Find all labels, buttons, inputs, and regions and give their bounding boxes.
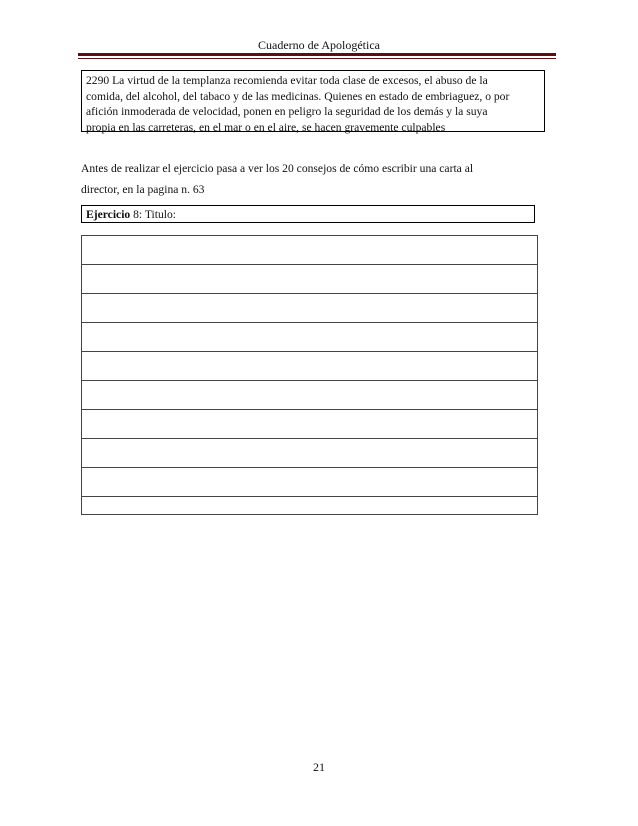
quote-line: propia en las carreteras, en el mar o en el aire, se hacen gravemente culpables: [86, 121, 446, 135]
writing-line[interactable]: [82, 497, 538, 515]
writing-line[interactable]: [82, 381, 538, 410]
instruction-line: Antes de realizar el ejercicio pasa a ver los 20 consejos de cómo escribir una carta al: [81, 162, 474, 175]
writing-line[interactable]: [82, 236, 538, 265]
writing-line[interactable]: [82, 468, 538, 497]
writing-line[interactable]: [82, 439, 538, 468]
quote-line: comida, del alcohol, del tabaco y de las medicinas. Quienes en estado de embriaguez, o por: [86, 89, 510, 103]
catechism-quote-box: [81, 70, 545, 135]
writing-line[interactable]: [82, 323, 538, 352]
writing-lines-table: [81, 235, 538, 515]
writing-line[interactable]: [82, 294, 538, 323]
writing-line[interactable]: [82, 352, 538, 381]
exercise-title-field[interactable]: [81, 205, 535, 223]
exercise-label: Ejercicio: [86, 208, 131, 221]
exercise-instructions: [81, 158, 551, 200]
header-divider: [78, 53, 556, 59]
quote-line: 2290 La virtud de la templanza recomienda evitar toda clase de excesos, el abuso de la: [86, 74, 488, 87]
writing-line[interactable]: [82, 410, 538, 439]
header-title: Cuaderno de Apologética: [258, 38, 380, 52]
page-number: 21: [313, 760, 325, 774]
exercise-number-title: 8: Titulo:: [130, 208, 176, 221]
writing-line[interactable]: [82, 265, 538, 294]
quote-line: afición inmoderada de velocidad, ponen en peligro la seguridad de los demás y la suya: [86, 105, 488, 119]
instruction-line: director, en la pagina n. 63: [81, 183, 205, 196]
